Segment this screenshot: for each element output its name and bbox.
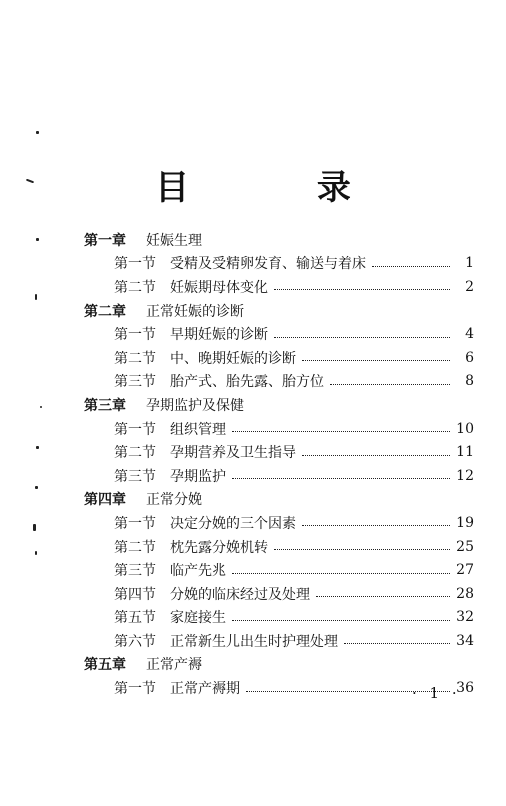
dot-leader	[232, 573, 450, 574]
chapter-title: 孕期监护及保健	[146, 397, 244, 414]
toc-section[interactable]	[84, 370, 474, 394]
toc-chapter[interactable]	[84, 228, 474, 252]
section-title: 孕期监护	[170, 468, 226, 485]
section-label: 第六节	[114, 633, 156, 650]
section-label: 第一节	[114, 421, 156, 438]
dot-leader	[274, 289, 450, 290]
page-number-footer: · 1 ·	[412, 684, 461, 702]
section-label: 第二节	[114, 445, 156, 462]
toc-chapter[interactable]	[84, 488, 474, 512]
section-title: 中、晚期妊娠的诊断	[170, 350, 296, 367]
section-label: 第二节	[114, 350, 156, 367]
dot-leader	[232, 431, 450, 432]
section-page-number: 19	[456, 514, 474, 531]
section-title: 孕期营养及卫生指导	[170, 445, 296, 462]
section-page-number: 4	[465, 326, 474, 343]
section-page-number: 32	[456, 609, 474, 626]
section-title: 分娩的临床经过及处理	[170, 586, 310, 603]
toc-section[interactable]	[84, 535, 474, 559]
scan-speck	[40, 406, 42, 408]
toc-section[interactable]	[84, 558, 474, 582]
section-label: 第一节	[114, 515, 156, 532]
toc-section[interactable]	[84, 322, 474, 346]
toc-section[interactable]	[84, 629, 474, 653]
section-page-number: 1	[465, 255, 474, 272]
chapter-label: 第五章	[84, 657, 126, 674]
dot-leader	[274, 337, 450, 338]
section-label: 第三节	[114, 374, 156, 391]
section-label: 第三节	[114, 563, 156, 580]
section-page-number: 10	[456, 420, 474, 437]
toc-chapter[interactable]	[84, 299, 474, 323]
toc-section[interactable]	[84, 606, 474, 630]
section-label: 第五节	[114, 610, 156, 627]
chapter-title: 妊娠生理	[146, 232, 202, 249]
page-title: 目 录	[155, 168, 409, 208]
table-of-contents	[84, 228, 474, 700]
toc-chapter[interactable]	[84, 653, 474, 677]
section-title: 临产先兆	[170, 563, 226, 580]
dot-leader	[316, 596, 450, 597]
toc-section[interactable]	[84, 275, 474, 299]
chapter-label: 第一章	[84, 232, 126, 249]
scan-speck	[33, 524, 36, 531]
section-page-number: 12	[456, 467, 474, 484]
scan-speck	[35, 294, 37, 300]
section-label: 第三节	[114, 468, 156, 485]
scan-speck	[36, 446, 39, 449]
dot-leader	[302, 455, 450, 456]
dot-leader	[232, 620, 450, 621]
section-title: 早期妊娠的诊断	[170, 327, 268, 344]
dot-leader	[372, 266, 450, 267]
section-title: 受精及受精卵发育、输送与着床	[170, 256, 366, 273]
toc-section[interactable]	[84, 582, 474, 606]
section-page-number: 34	[456, 632, 474, 649]
section-title: 决定分娩的三个因素	[170, 515, 296, 532]
toc-section[interactable]	[84, 346, 474, 370]
section-label: 第一节	[114, 681, 156, 698]
dot-leader	[274, 549, 450, 550]
section-page-number: 6	[465, 349, 474, 366]
section-page-number: 8	[465, 373, 474, 390]
scan-speck	[35, 486, 38, 489]
section-label: 第二节	[114, 279, 156, 296]
toc-section[interactable]	[84, 511, 474, 535]
chapter-label: 第四章	[84, 492, 126, 509]
scan-speck	[35, 551, 37, 555]
section-page-number: 11	[456, 444, 474, 461]
dot-leader	[302, 360, 450, 361]
section-page-number: 25	[456, 538, 474, 555]
section-title: 妊娠期母体变化	[170, 279, 268, 296]
section-title: 正常新生儿出生时护理处理	[170, 633, 338, 650]
section-title: 家庭接生	[170, 610, 226, 627]
section-label: 第四节	[114, 586, 156, 603]
chapter-label: 第二章	[84, 303, 126, 320]
section-page-number: 28	[456, 585, 474, 602]
toc-section[interactable]	[84, 417, 474, 441]
dot-leader	[232, 478, 450, 479]
section-label: 第一节	[114, 327, 156, 344]
scan-speck	[36, 238, 39, 241]
dot-leader	[302, 525, 450, 526]
toc-section[interactable]	[84, 440, 474, 464]
scan-speck	[36, 131, 39, 134]
chapter-label: 第三章	[84, 397, 126, 414]
section-page-number: 27	[456, 562, 474, 579]
chapter-title: 正常妊娠的诊断	[146, 303, 244, 320]
section-label: 第二节	[114, 539, 156, 556]
section-title: 枕先露分娩机转	[170, 539, 268, 556]
toc-section[interactable]	[84, 252, 474, 276]
chapter-title: 正常分娩	[146, 492, 202, 509]
toc-chapter[interactable]	[84, 393, 474, 417]
toc-section[interactable]	[84, 464, 474, 488]
section-title: 正常产褥期	[170, 681, 240, 698]
chapter-title: 正常产褥	[146, 657, 202, 674]
section-title: 组织管理	[170, 421, 226, 438]
dot-leader	[330, 384, 450, 385]
section-page-number: 36	[456, 680, 474, 697]
dot-leader	[344, 643, 450, 644]
section-label: 第一节	[114, 256, 156, 273]
section-title: 胎产式、胎先露、胎方位	[170, 374, 324, 391]
section-page-number: 2	[465, 278, 474, 295]
